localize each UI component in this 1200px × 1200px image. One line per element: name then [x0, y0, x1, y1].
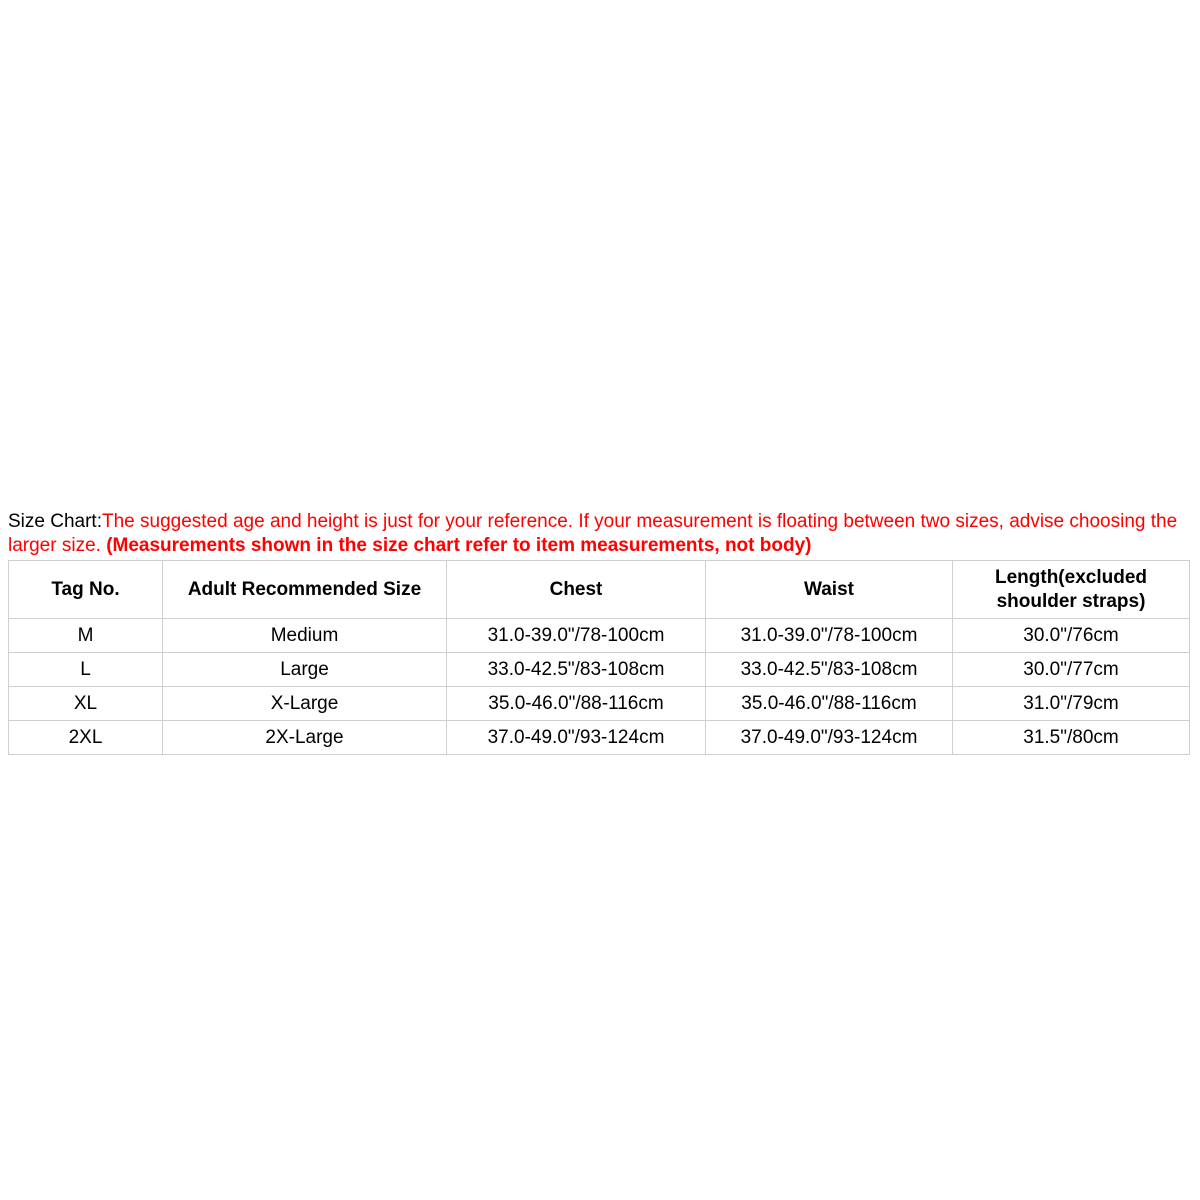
cell-tag: M	[9, 619, 163, 653]
cell-length: 31.5"/80cm	[953, 721, 1190, 755]
size-chart-intro	[8, 510, 1189, 558]
cell-tag: XL	[9, 687, 163, 721]
cell-length: 30.0"/76cm	[953, 619, 1190, 653]
cell-waist: 33.0-42.5"/83-108cm	[706, 653, 953, 687]
header-adult-size: Adult Recommended Size	[163, 561, 447, 619]
table-row	[9, 721, 1190, 755]
header-waist: Waist	[706, 561, 953, 619]
cell-chest: 35.0-46.0"/88-116cm	[447, 687, 706, 721]
cell-length: 31.0"/79cm	[953, 687, 1190, 721]
cell-waist: 37.0-49.0"/93-124cm	[706, 721, 953, 755]
table-row	[9, 653, 1190, 687]
intro-note: The suggested age and height is just for your reference. If your measurement is floating between two sizes, advise choosing the larger size.	[8, 511, 1178, 556]
intro-prefix: Size Chart:	[8, 511, 102, 532]
cell-waist: 31.0-39.0"/78-100cm	[706, 619, 953, 653]
table-row	[9, 619, 1190, 653]
cell-size: Large	[163, 653, 447, 687]
table-header-row	[9, 561, 1190, 619]
size-table	[8, 560, 1190, 755]
cell-chest: 37.0-49.0"/93-124cm	[447, 721, 706, 755]
cell-length: 30.0"/77cm	[953, 653, 1190, 687]
cell-size: Medium	[163, 619, 447, 653]
cell-waist: 35.0-46.0"/88-116cm	[706, 687, 953, 721]
cell-size: X-Large	[163, 687, 447, 721]
header-tag-no: Tag No.	[9, 561, 163, 619]
cell-size: 2X-Large	[163, 721, 447, 755]
cell-chest: 33.0-42.5"/83-108cm	[447, 653, 706, 687]
cell-tag: L	[9, 653, 163, 687]
intro-emphasis: (Measurements shown in the size chart refer to item measurements, not body)	[106, 535, 812, 556]
size-chart	[8, 510, 1189, 755]
header-length: Length(excluded shoulder straps)	[953, 561, 1190, 619]
cell-chest: 31.0-39.0"/78-100cm	[447, 619, 706, 653]
table-row	[9, 687, 1190, 721]
header-chest: Chest	[447, 561, 706, 619]
cell-tag: 2XL	[9, 721, 163, 755]
